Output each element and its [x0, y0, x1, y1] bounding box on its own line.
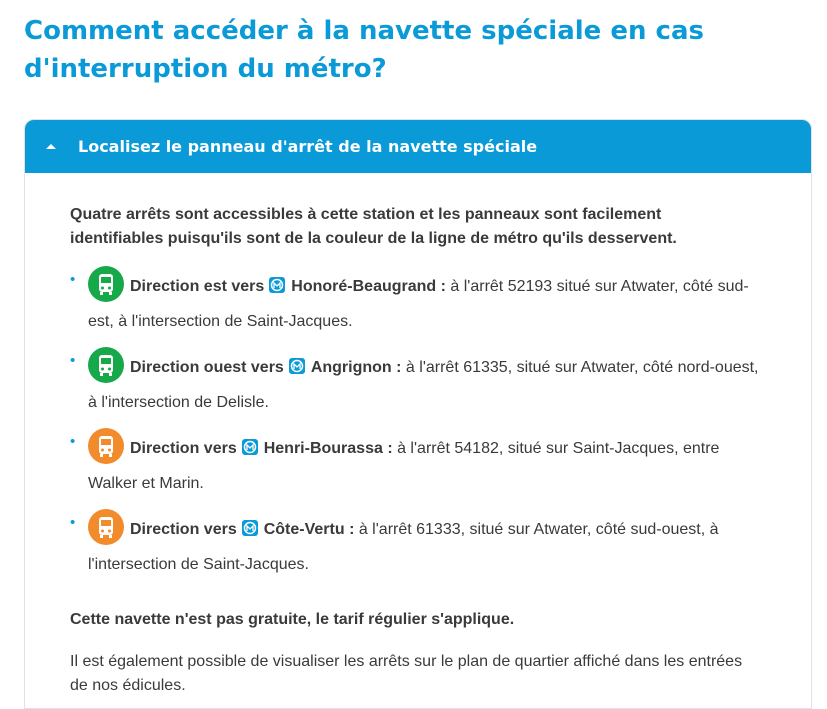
- accordion-body: [25, 173, 811, 698]
- metro-icon: [269, 277, 285, 293]
- metro-icon: [289, 358, 305, 374]
- stop-item: [70, 269, 759, 339]
- accordion-header[interactable]: [25, 120, 811, 173]
- intro-text: Quatre arrêts sont accessibles à cette station et les panneaux sont facilement identifiables puisqu'ils sont de la couleur de la ligne de métro qu'ils desservent.: [70, 206, 677, 247]
- accordion-title: Localisez le panneau d'arrêt de la navette spéciale: [78, 137, 538, 156]
- stop-detail: à l'arrêt 52193 situé sur Atwater, côté sud-est, à l'intersection de Saint-Jacques.: [88, 278, 749, 330]
- stop-direction: Direction est vers: [130, 278, 265, 296]
- bullet-icon: •: [70, 271, 76, 288]
- stop-station: Côte-Vertu :: [263, 521, 355, 539]
- stop-station: Honoré-Beaugrand :: [291, 278, 446, 296]
- stop-direction: Direction vers: [130, 440, 237, 458]
- stop-item: [70, 431, 759, 501]
- bus-icon: [88, 428, 124, 464]
- bus-icon: [88, 347, 124, 383]
- caret-up-icon: [46, 142, 56, 152]
- bullet-icon: •: [70, 514, 76, 531]
- bullet-icon: •: [70, 433, 76, 450]
- info-text: Il est également possible de visualiser les arrêts sur le plan de quartier affiché dans les entrées de nos édicules.: [70, 653, 743, 694]
- stop-station: Henri-Bourassa :: [263, 440, 393, 458]
- fare-notice: Cette navette n'est pas gratuite, le tarif régulier s'applique.: [70, 611, 515, 628]
- bus-icon: [88, 266, 124, 302]
- bullet-icon: •: [70, 352, 76, 369]
- metro-icon: [242, 439, 258, 455]
- stop-item: [70, 512, 759, 582]
- page-title: Comment accéder à la navette spéciale en cas d'interruption du métro?: [24, 16, 704, 84]
- stop-direction: Direction ouest vers: [130, 359, 284, 377]
- stop-detail: à l'arrêt 61333, situé sur Atwater, côté sud-ouest, à l'intersection de Saint-Jacques.: [88, 521, 719, 573]
- stops-list: [70, 269, 759, 582]
- stop-detail: à l'arrêt 61335, situé sur Atwater, côté nord-ouest, à l'intersection de Delisle.: [88, 359, 759, 411]
- metro-icon: [242, 520, 258, 536]
- stop-station: Angrignon :: [310, 359, 402, 377]
- stop-direction: Direction vers: [130, 521, 237, 539]
- accordion-panel: [24, 119, 812, 709]
- stop-item: [70, 350, 759, 420]
- stop-detail: à l'arrêt 54182, situé sur Saint-Jacques, entre Walker et Marin.: [88, 440, 720, 492]
- bus-icon: [88, 509, 124, 545]
